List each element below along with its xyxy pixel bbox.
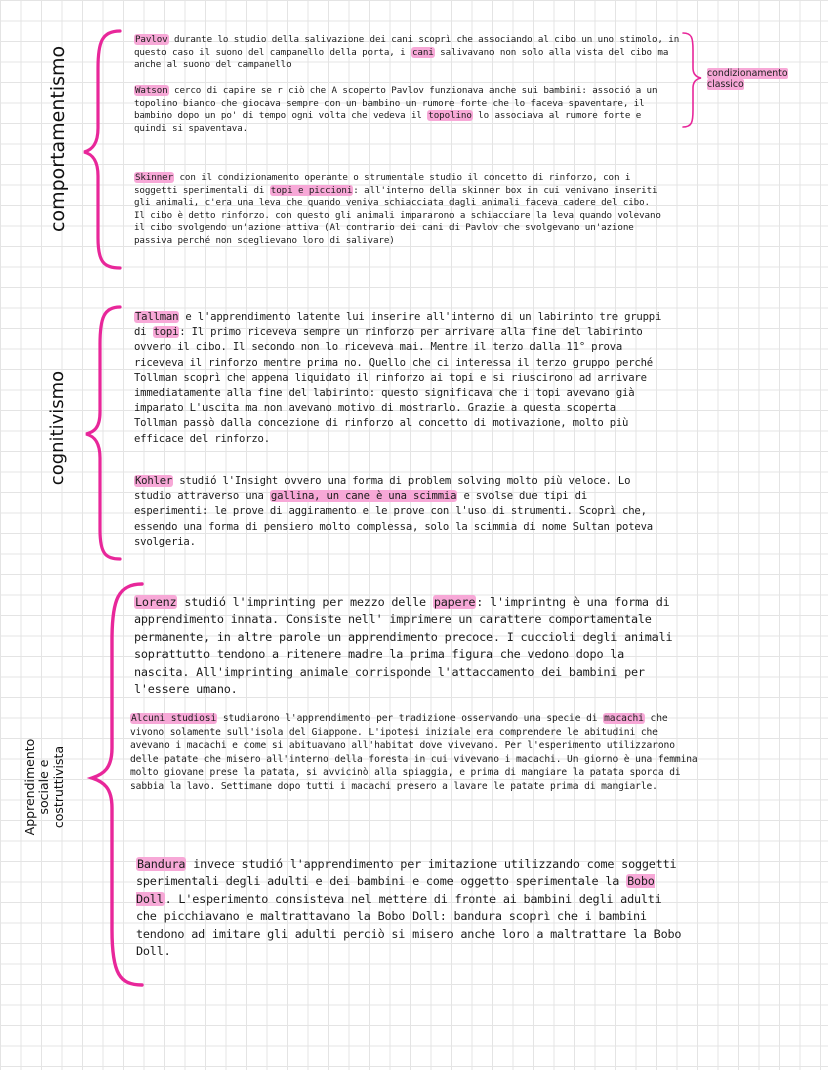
paragraph-skinner: [134, 172, 666, 248]
highlight-kohler: Kohler: [135, 475, 173, 487]
highlight-bandura: Bandura: [137, 857, 186, 871]
highlight-alcuni-studiosi: Alcuni studiosi: [131, 713, 217, 724]
text-macachi-2: che vivono solamente sull'isola del Giappone. L'ipotesi iniziale era comprendere le abitudini che avevano i macachi e come si abituavano all'habitat dove vivevano. Per l'esperimento utilizzarono delle patate che misero all'interno della foresta in cui vivevano i macachi. Un giorno è una femmina molto giovane prese la patata, si avvicinò alla spiaggia, e prima di mangiare la patata sporca di sabbia la lavo. Settimane dopo tutti i macachi presero a lavare le patate prima di mangiarle.: [130, 713, 698, 792]
text-kohler-2: e svolse due tipi di esperimenti: le prove di aggiramento e le prove con l'uso di strumenti. Scoprì che, essendo una forma di pensiero molto complessa, solo la scimmia di nome Sultan poteva svolgeria.: [134, 490, 653, 548]
text-watson-1: cerco di capire se r ciò che A scoperto Pavlov funzionava anche sui bambini: associó a un topolino bianco che giocava sempre con un bambino un rumore forte che lo faceva spaventare, il bambino dopo un po' di tempo ogni volta che vedeva il: [134, 85, 658, 122]
note-condizionamento-classico: [707, 68, 788, 90]
section-label-cognitivismo: [48, 353, 72, 503]
text-pavlov-2: salivavano non solo alla vista del cibo ma anche al suono del campanello: [134, 46, 669, 71]
highlight-watson: Watson: [135, 85, 168, 96]
paragraph-lorenz: [134, 594, 686, 698]
section-label-text: cognitivismo: [47, 370, 68, 486]
text-bandura-2: . L'esperimento consisteva nel mettere di fronte ai bambini degli adulti che picchiavano e maltrattavano la Bobo Doll: bandura scoprì che i bambini tendono ad imitare gli adulti perciò si misero anche loro a maltrattare la Bobo Doll.: [136, 891, 682, 959]
paragraph-kohler: [134, 474, 660, 550]
note-line-2: classico: [707, 79, 744, 90]
text-tallman-1: e l'apprendimento latente lui inserire all'interno di un labirinto tre gruppi di: [134, 311, 662, 339]
section-label-line-2: sociale e: [36, 759, 52, 815]
small-brace-icon: [680, 30, 704, 130]
highlight-tallman: Tallman: [135, 311, 179, 323]
curly-brace-icon: [80, 28, 124, 270]
highlight-cani: cani: [412, 46, 434, 58]
section-label-apprendimento: [23, 717, 77, 857]
text-kohler-1: studió l'Insight ovvero una forma di problem solving molto più veloce. Lo studio attraverso una: [134, 475, 631, 503]
highlight-skinner: Skinner: [135, 172, 174, 183]
section-label-text: comportamentismo: [47, 45, 69, 232]
text-tallman-2: : Il primo riceveva sempre un rinforzo per arrivare alla fine del labirinto ovvero il cibo. Il secondo non lo riceveva mai. Mentre il terzo dalla 11° prova riceveva il rinforzo mentre prima no. Quello che ci interessa il terzo gruppo perché Tollman scoprì che appena liquidato il rinforzo ai topi e si riuscirono ad arrivare immediatamente alla fine del labirinto: questo significava che i topi avevano già imparato L'uscita ma non avevano motivo di mostrarlo. Grazie a questa scoperta Tollman passò dalla concezione di rinforzo al concetto di motivazione, molto più efficace del rinforzo.: [134, 326, 653, 445]
text-bandura-1: invece studió l'apprendimento per imitazione utilizzando come soggetti sperimentali degli adulti e dei bambini e come oggetto sperimentale la: [136, 857, 677, 889]
paragraph-watson: [134, 85, 670, 135]
highlight-pavlov: Pavlov: [135, 34, 168, 45]
paragraph-macachi: [130, 712, 702, 794]
text-skinner-2: : all'interno della skinner box in cui venivano inseriti gli animali, c'era una leva che quando veniva schiacciata dagli animali faceva cadere del cibo. Il cibo è detto rinforzo. con questo gli animali impararono a schiacciare la leva quando volevano il cibo svolgendo un'azione attiva (Al contrario dei cani di Pavlov che svolgevano un'azione passiva perché non sceglievano loro di salivare): [134, 184, 661, 246]
curly-brace-icon: [82, 304, 124, 562]
text-watson-2: lo associava al rumore forte e quindi si spaventava.: [134, 110, 642, 134]
highlight-topi: topi: [153, 326, 179, 339]
highlight-bobo-doll: Bobo Doll: [136, 874, 655, 906]
highlight-gallina: gallina, un cane è una scimmia: [270, 490, 457, 503]
paragraph-tallman: [134, 310, 662, 447]
highlight-topolino: topolino: [428, 110, 472, 122]
section-label-comportamentismo: [47, 45, 72, 232]
highlight-lorenz: Lorenz: [135, 595, 177, 609]
paragraph-bandura: [136, 856, 682, 960]
text-macachi-1: studiarono l'apprendimento per tradizione osservando una specie di: [217, 713, 604, 724]
note-line-1: condizionamento: [707, 68, 788, 79]
text-lorenz-1: studió l'imprinting per mezzo delle: [177, 595, 433, 609]
paragraph-pavlov: [134, 34, 682, 72]
text-pavlov-1: durante lo studio della salivazione dei cani scoprì che associando al cibo un uno stimolo, in questo caso il suono del campanello della porta, i: [134, 34, 680, 58]
text-skinner-1: con il condizionamento operante o strumentale studio il concetto di rinforzo, con i soggetti sperimentali di: [134, 172, 631, 196]
text-lorenz-2: : l'imprintng è una forma di apprendimento innata. Consiste nell' imprimere un carattere comportamentale permanente, in altre parole un apprendimento precoce. I cuccioli degli animali soprattutto tendono a ritenere madre la prima figura che vedono dopo la nascita. All'imprinting animale corrisponde l'attaccamento dei bambini per l'essere umano.: [134, 595, 673, 697]
highlight-macachi: macachi: [604, 713, 644, 724]
highlight-topi-piccioni: topi e piccioni: [270, 184, 353, 196]
section-label-line-1: Apprendimento: [22, 738, 37, 836]
highlight-papere: papere: [433, 595, 476, 609]
section-label-line-3: costruttivista: [50, 745, 66, 829]
